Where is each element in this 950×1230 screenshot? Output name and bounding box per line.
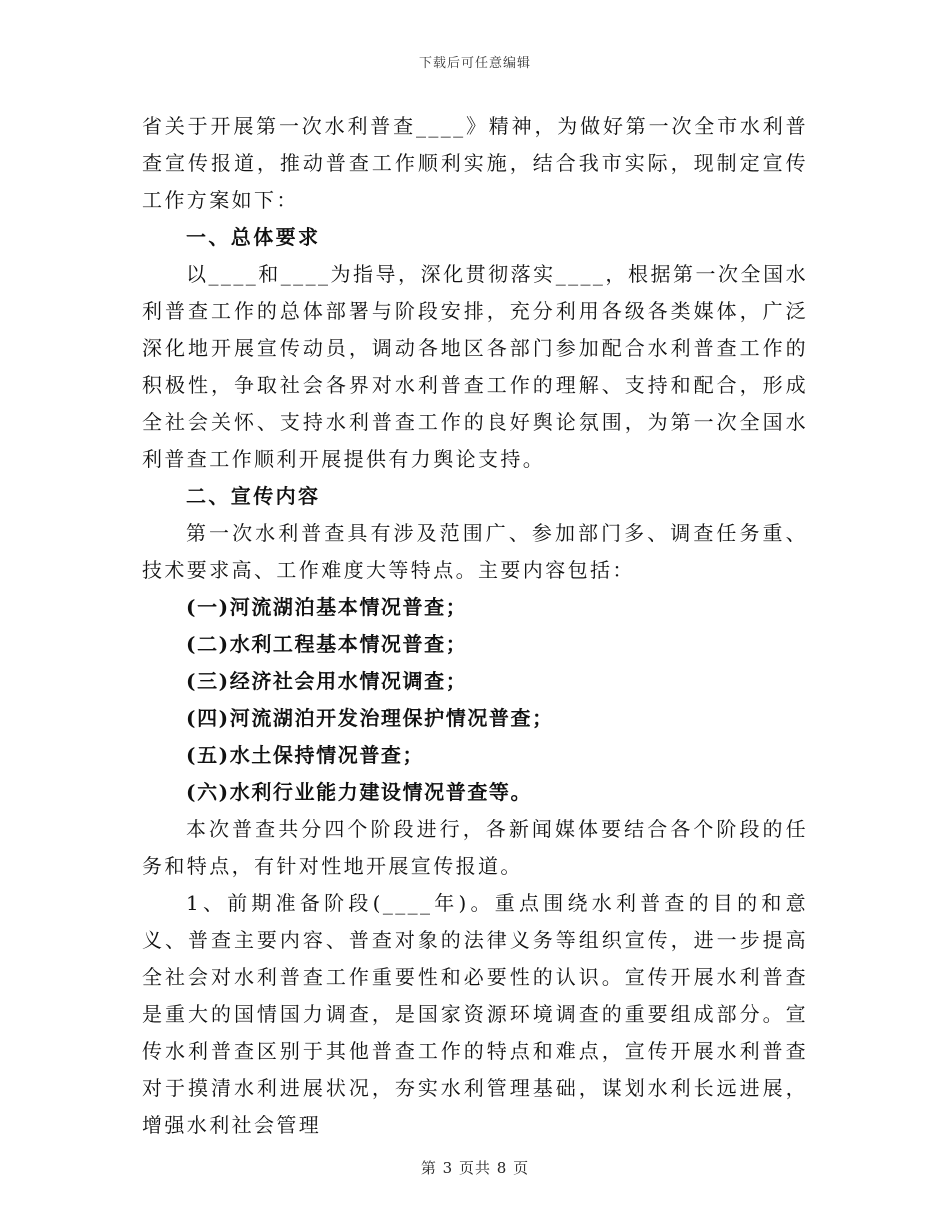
page-header-note: 下载后可任意编辑 <box>418 56 531 71</box>
content-item: (五)水土保持情况普查； <box>186 743 425 767</box>
section-2-heading: 二、宣传内容 <box>186 484 321 508</box>
stages-intro-paragraph: 本次普查共分四个阶段进行，各新闻媒体要结合各个阶段的任务和特点，有针对性地开展宣传报道。 <box>142 817 808 878</box>
content-item: (二)水利工程基本情况普查； <box>186 632 468 656</box>
intro-paragraph: 省关于开展第一次水利普查____》精神，为做好第一次全市水利普查宣传报道，推动普查工作顺利实施，结合我市实际，现制定宣传工作方案如下： <box>142 114 808 212</box>
section-1-body: 以____和____为指导，深化贯彻落实____，根据第一次全国水利普查工作的总体部署与阶段安排，充分利用各级各类媒体，广泛深化地开展宣传动员，调动各地区各部门参加配合水利普查工作的积极性，争取社会各界对水利普查工作的理解、支持和配合，形成全社会关怀、支持水利普查工作的良好舆论氛围，为第一次全国水利普查工作顺利开展提供有力舆论支持。 <box>142 262 808 471</box>
content-item: (三)经济社会用水情况调查； <box>186 669 468 693</box>
content-item: (四)河流湖泊开发治理保护情况普查； <box>186 706 554 730</box>
stage-1-paragraph: 1、前期准备阶段(____年)。重点围绕水利普查的目的和意义、普查主要内容、普查对象的法律义务等组织宣传，进一步提高全社会对水利普查工作重要性和必要性的认识。宣传开展水利普查是重大的国情国力调查，是国家资源环境调查的重要组成部分。宣传水利普查区别于其他普查工作的特点和难点，宣传开展水利普查对于摸清水利进展状况，夯实水利管理基础，谋划水利长远进展，增强水利社会管理 <box>142 891 808 1137</box>
page-number-footer: 第 3 页共 8 页 <box>420 1159 530 1177</box>
section-2-body: 第一次水利普查具有涉及范围广、参加部门多、调查任务重、技术要求高、工作难度大等特点。主要内容包括： <box>142 521 808 582</box>
document-body <box>142 108 808 1144</box>
content-item: (六)水利行业能力建设情况普查等。 <box>186 780 533 804</box>
content-item: (一)河流湖泊基本情况普查； <box>186 595 468 619</box>
section-1-heading: 一、总体要求 <box>186 225 321 249</box>
